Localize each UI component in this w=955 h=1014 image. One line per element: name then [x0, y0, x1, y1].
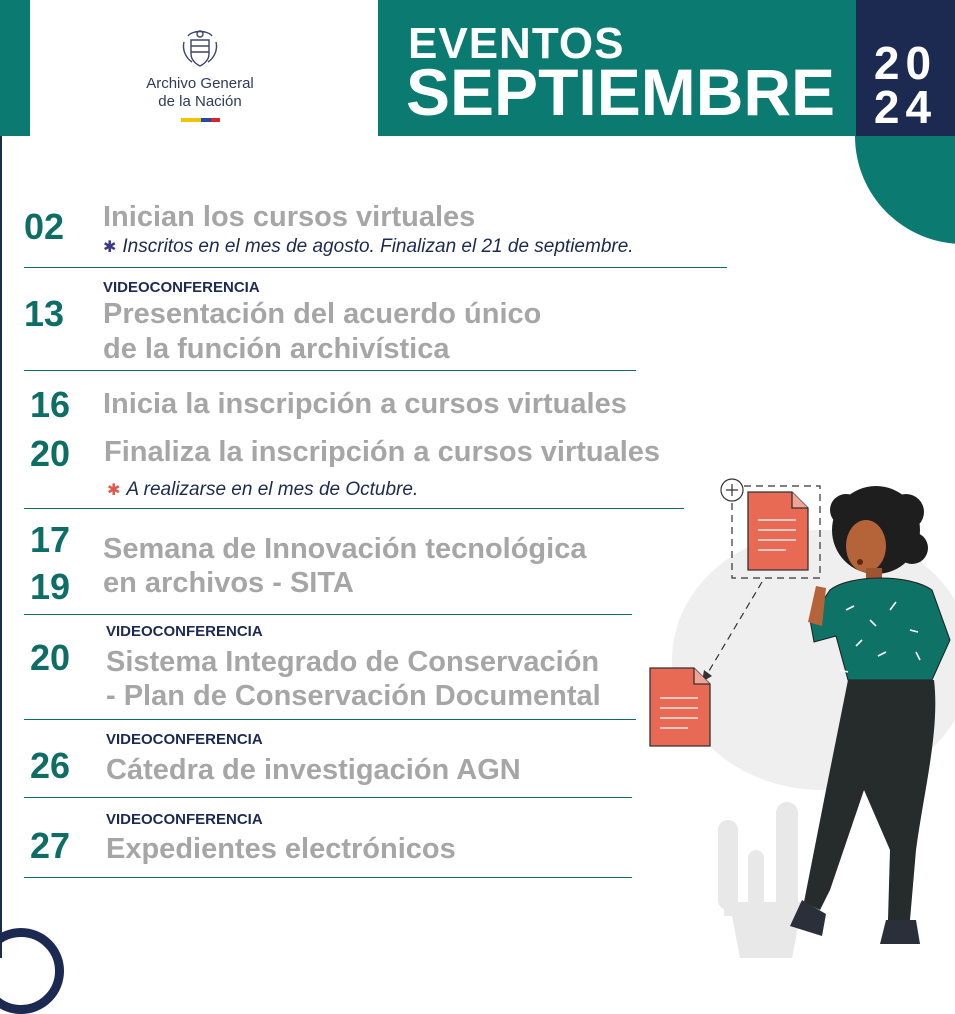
- dashed-arrow-icon: [706, 582, 762, 676]
- header-month: SEPTIEMBRE: [406, 55, 836, 129]
- asterisk-icon: ✱: [107, 482, 121, 499]
- event-title-line-1: Sistema Integrado de Conservación: [106, 646, 600, 678]
- event-title-line-2: en archivos - SITA: [103, 567, 354, 599]
- event-title-line-2: - Plan de Conservación Documental: [106, 680, 601, 712]
- coat-of-arms-icon: [180, 28, 220, 72]
- asterisk-icon: ✱: [103, 239, 117, 256]
- frame-left-bar: [0, 0, 30, 136]
- event-day: 20: [30, 637, 71, 678]
- divider: [24, 797, 632, 798]
- event-title: Inician los cursos virtuales: [103, 201, 476, 233]
- event-title: Expedientes electrónicos: [106, 833, 456, 865]
- document-icon: [748, 492, 808, 570]
- decorative-teal-arc: [855, 136, 955, 244]
- event-day: 16: [30, 384, 71, 425]
- woman-with-documents-illustration: [640, 470, 955, 958]
- divider: [24, 877, 632, 878]
- divider: [24, 370, 636, 371]
- event-note-text: Inscritos en el mes de agosto. Finalizan el 21 de septiembre.: [122, 236, 634, 257]
- logo-line-2: de la Nación: [158, 93, 242, 110]
- event-day: 26: [30, 745, 71, 786]
- event-type-label: VIDEOCONFERENCIA: [103, 279, 260, 296]
- event-day: 13: [24, 293, 65, 334]
- event-day: 20: [30, 433, 71, 474]
- event-note-text: A realizarse en el mes de Octubre.: [126, 479, 419, 500]
- divider: [24, 508, 684, 509]
- document-icon: [650, 668, 710, 746]
- decorative-navy-ring: [0, 928, 64, 1014]
- event-note: [103, 236, 634, 259]
- plus-circle-icon: [721, 479, 743, 501]
- divider: [24, 719, 636, 720]
- year-top: 20: [873, 37, 938, 89]
- event-type-label: VIDEOCONFERENCIA: [106, 731, 263, 748]
- divider: [24, 614, 632, 615]
- event-day-start: 17: [30, 519, 71, 560]
- frame-left-line: [0, 136, 2, 958]
- event-title: Finaliza la inscripción a cursos virtuales: [104, 436, 661, 468]
- cactus-plant-icon: [718, 802, 808, 958]
- event-title-line-2: de la función archivística: [103, 333, 450, 365]
- divider: [24, 267, 727, 268]
- event-type-label: VIDEOCONFERENCIA: [106, 623, 263, 640]
- event-type-label: VIDEOCONFERENCIA: [106, 811, 263, 828]
- year-bottom: 24: [873, 81, 938, 133]
- event-note: [107, 479, 418, 502]
- person-figure: [790, 486, 950, 944]
- event-title-line-1: Presentación del acuerdo único: [103, 298, 542, 330]
- event-day-end: 19: [30, 566, 71, 607]
- year-box: [856, 0, 955, 136]
- logo-line-1: Archivo General: [146, 75, 254, 92]
- event-day: 27: [30, 825, 71, 866]
- logo-text: [120, 75, 280, 111]
- event-title: Cátedra de investigación AGN: [106, 754, 521, 786]
- event-title-line-1: Semana de Innovación tecnológica: [103, 533, 587, 565]
- colombia-flag-stripe: [181, 118, 220, 122]
- event-day: 02: [24, 206, 65, 247]
- event-title: Inicia la inscripción a cursos virtuales: [103, 388, 627, 420]
- header-eventos: EVENTOS: [408, 19, 625, 68]
